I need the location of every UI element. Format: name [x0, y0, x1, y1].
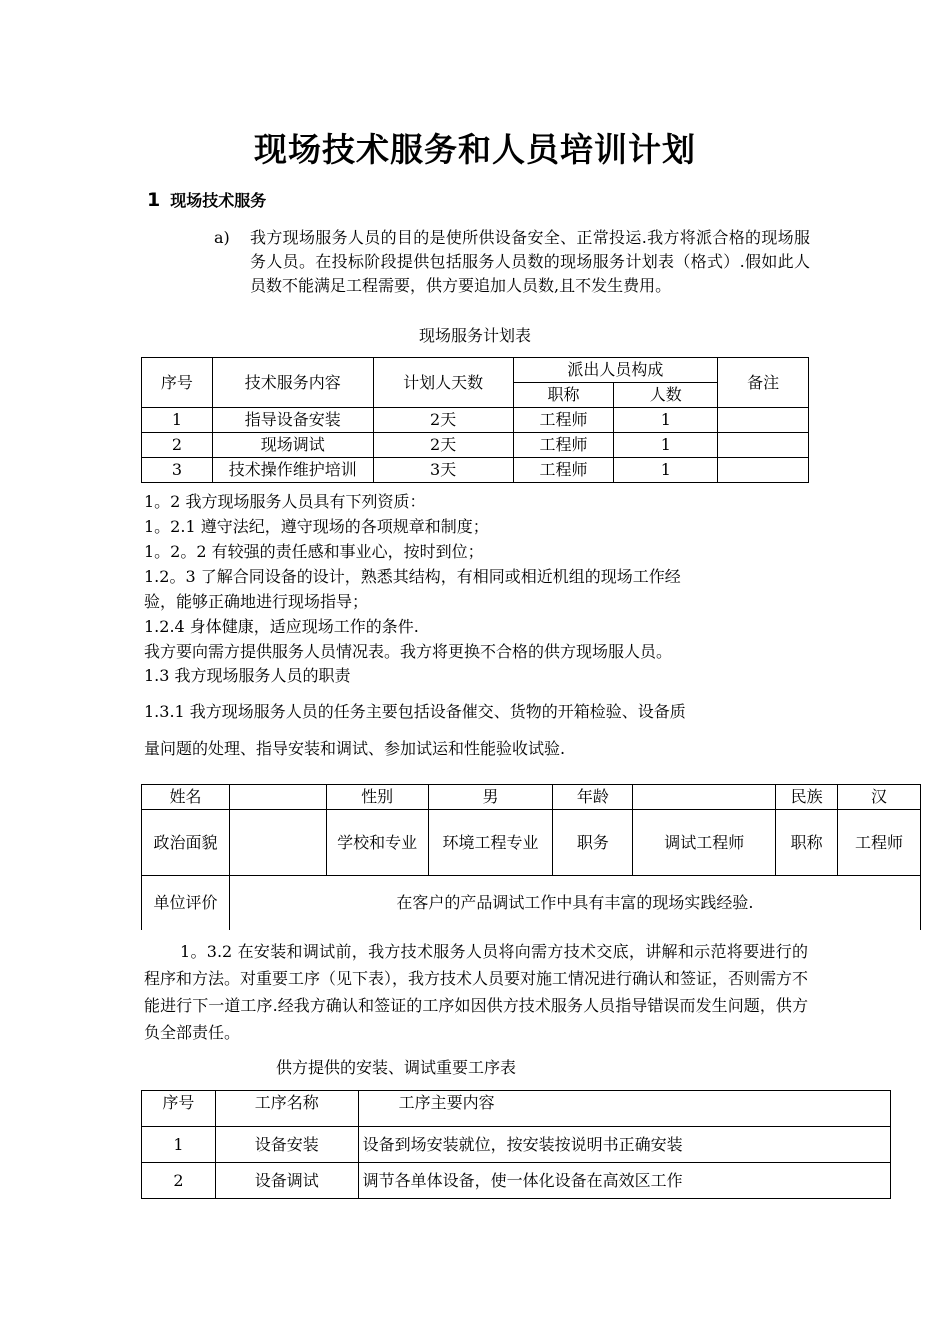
- header-content: 工序主要内容: [358, 1091, 890, 1127]
- cell-title: 工程师: [513, 433, 614, 458]
- value-age: [633, 785, 776, 810]
- item-a-label: a): [214, 228, 230, 247]
- staff-info-table: [141, 784, 921, 930]
- table-row: [142, 433, 809, 458]
- text-line: 1。2.1 遵守法纪，遵守现场的各项规章和制度；: [144, 517, 489, 536]
- cell-count: 1: [614, 408, 718, 433]
- cell-content: 指导设备安装: [212, 408, 373, 433]
- table1-caption: 现场服务计划表: [418, 326, 531, 345]
- header-title: 职称: [513, 383, 614, 408]
- label-ethnic: 民族: [776, 785, 838, 810]
- cell-seq: 1: [142, 408, 213, 433]
- label-post: 职务: [553, 810, 633, 876]
- value-eval: 在客户的产品调试工作中具有丰富的现场实践经验.: [229, 876, 920, 930]
- section-1-number: 1: [147, 189, 161, 211]
- header-count: 人数: [614, 383, 718, 408]
- cell-remark: [718, 458, 809, 483]
- cell-seq: 1: [142, 1127, 216, 1163]
- section-1-label: 现场技术服务: [170, 191, 267, 210]
- value-post: 调试工程师: [633, 810, 776, 876]
- para-131-line1: 1.3.1 我方现场服务人员的任务主要包括设备催交、货物的开箱检验、设备质: [144, 702, 686, 721]
- label-political: 政治面貌: [142, 810, 230, 876]
- cell-remark: [718, 433, 809, 458]
- text-line: 1.3 我方现场服务人员的职责: [144, 666, 351, 685]
- value-gender: 男: [428, 785, 553, 810]
- cell-seq: 3: [142, 458, 213, 483]
- header-remark: 备注: [718, 358, 809, 408]
- procedure-table: [141, 1090, 891, 1199]
- cell-count: 1: [614, 433, 718, 458]
- text-line: 验，能够正确地进行现场指导；: [144, 592, 369, 611]
- cell-name: 设备安装: [215, 1127, 358, 1163]
- text-line: 1。2 我方现场服务人员具有下列资质：: [144, 492, 426, 511]
- value-school: 环境工程专业: [428, 810, 553, 876]
- text-line: 1.2.4 身体健康，适应现场工作的条件.: [144, 617, 419, 636]
- table-row: [142, 1163, 891, 1199]
- header-name: 工序名称: [215, 1091, 358, 1127]
- cell-seq: 2: [142, 1163, 216, 1199]
- text-line: 1。2。2 有较强的责任感和事业心，按时到位；: [144, 542, 484, 561]
- label-age: 年龄: [553, 785, 633, 810]
- value-title: 工程师: [838, 810, 921, 876]
- para-131-line2: 量问题的处理、指导安装和调试、参加试运和性能验收试验.: [144, 739, 566, 758]
- para-132: 1。3.2 在安装和调试前，我方技术服务人员将向需方技术交底，讲解和示范将要进行的程序和方法。对重要工序（见下表），我方技术人员要对施工情况进行确认和签证，否则需方不能进行下一道工序.经我方确认和签证的工序如因供方技术服务人员指导错误而发生问题，供方负全部责任。: [144, 942, 809, 1042]
- table-row: [142, 810, 921, 876]
- label-name: 姓名: [142, 785, 230, 810]
- label-school: 学校和专业: [326, 810, 428, 876]
- header-seq: 序号: [142, 1091, 216, 1127]
- cell-content: 设备到场安装就位，按安装按说明书正确安装: [358, 1127, 890, 1163]
- label-gender: 性别: [326, 785, 428, 810]
- cell-days: 2天: [373, 408, 513, 433]
- value-ethnic: 汉: [838, 785, 921, 810]
- header-dispatch: 派出人员构成: [513, 358, 718, 383]
- service-plan-table: [141, 357, 809, 483]
- header-content: 技术服务内容: [212, 358, 373, 408]
- cell-title: 工程师: [513, 458, 614, 483]
- table-row: [142, 785, 921, 810]
- table-header-row: [142, 1091, 891, 1127]
- cell-seq: 2: [142, 433, 213, 458]
- label-title: 职称: [776, 810, 838, 876]
- header-days: 计划人天数: [373, 358, 513, 408]
- document-title: 现场技术服务和人员培训计划: [254, 130, 696, 169]
- cell-name: 设备调试: [215, 1163, 358, 1199]
- value-political: [229, 810, 326, 876]
- cell-count: 1: [614, 458, 718, 483]
- table-row: [142, 408, 809, 433]
- table-row: [142, 458, 809, 483]
- header-seq: 序号: [142, 358, 213, 408]
- table-row: [142, 876, 921, 930]
- table3-caption: 供方提供的安装、调试重要工序表: [276, 1058, 517, 1077]
- item-a-text: 我方现场服务人员的目的是使所供设备安全、正常投运.我方将派合格的现场服务人员。在投标阶段提供包括服务人员数的现场服务计划表（格式）.假如此人员数不能满足工程需要，供方要追加人员数,且不发生费用。: [250, 228, 810, 295]
- cell-remark: [718, 408, 809, 433]
- cell-title: 工程师: [513, 408, 614, 433]
- cell-content: 现场调试: [212, 433, 373, 458]
- text-line: 我方要向需方提供服务人员情况表。我方将更换不合格的供方现场服人员。: [144, 642, 673, 661]
- value-name: [229, 785, 326, 810]
- table-header-row: [142, 358, 809, 383]
- table-row: [142, 1127, 891, 1163]
- section-1-heading: [147, 188, 266, 213]
- cell-days: 3天: [373, 458, 513, 483]
- label-eval: 单位评价: [142, 876, 230, 930]
- text-line: 1.2。3 了解合同设备的设计，熟悉其结构，有相同或相近机组的现场工作经: [144, 567, 681, 586]
- cell-content: 技术操作维护培训: [212, 458, 373, 483]
- cell-days: 2天: [373, 433, 513, 458]
- cell-content: 调节各单体设备，使一体化设备在高效区工作: [358, 1163, 890, 1199]
